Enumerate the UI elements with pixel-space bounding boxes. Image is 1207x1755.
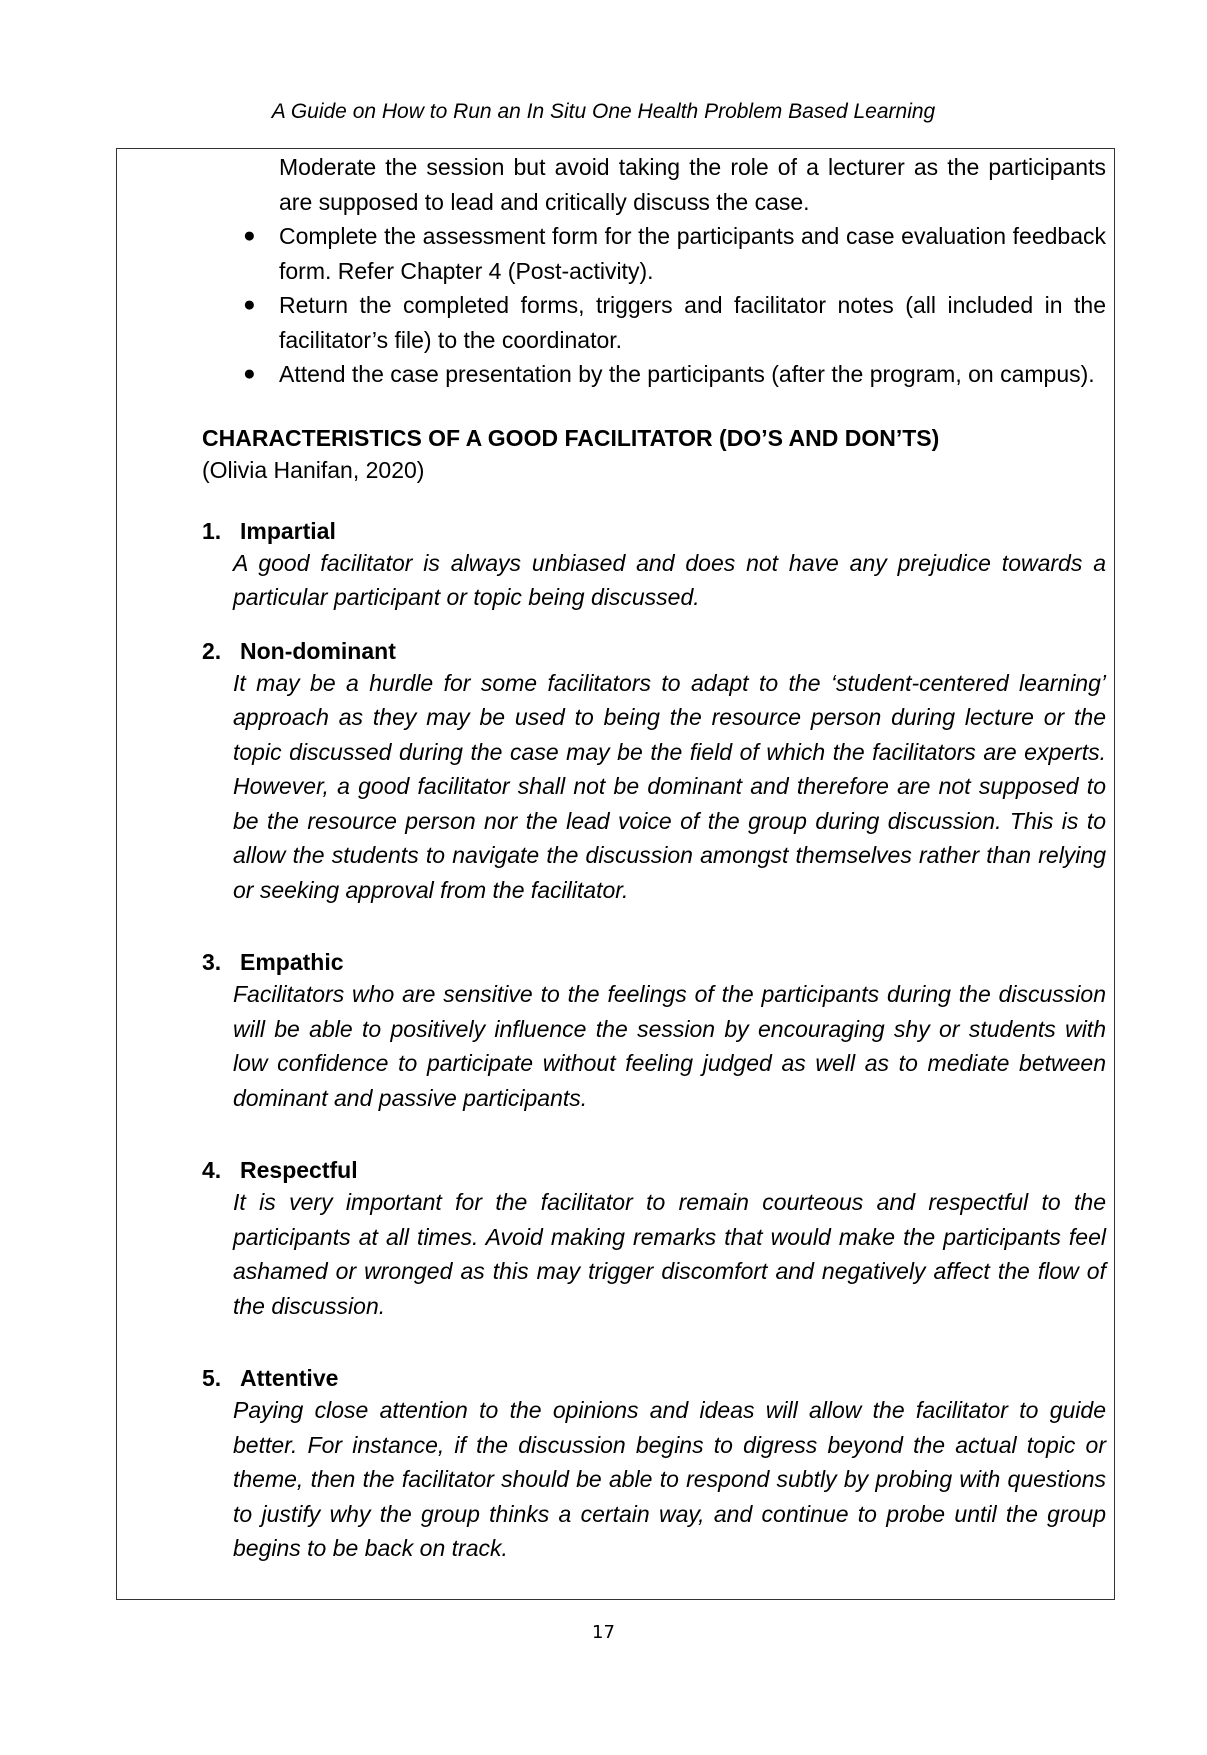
- duty-item: [202, 219, 1106, 288]
- facilitator-duties-list: [202, 150, 1106, 392]
- section-citation: (Olivia Hanifan, 2020): [202, 456, 425, 483]
- bullet-icon: ●: [243, 362, 256, 385]
- bullet-icon: ●: [243, 224, 256, 247]
- characteristic-title: Non-dominant: [240, 637, 396, 664]
- duty-text: Complete the assessment form for the participants and case evaluation feedback form. Refer Chapter 4 (Post-activity).: [279, 223, 1106, 284]
- duty-item: [202, 150, 1106, 219]
- characteristic-number: 5.: [202, 1365, 222, 1391]
- characteristic-description: It may be a hurdle for some facilitators to adapt to the ‘student-centered learning’ approach as they may be used to being the resource person during lecture or the topic discussed during the case may be the field of which the facilitators are experts. However, a good facilitator shall not be dominant and therefore are not supposed to be the resource person nor the lead voice of the group during discussion. This is to allow the students to navigate the discussion amongst themselves rather than relying or seeking approval from the facilitator.: [233, 669, 1106, 903]
- characteristic-description: It is very important for the facilitator to remain courteous and respectful to the participants at all times. Avoid making remarks that would make the participants feel ashamed or wronged as this may trigger discomfort and negatively affect the flow of the discussion.: [233, 1189, 1106, 1319]
- characteristic-empathic: [202, 947, 1106, 1115]
- page-number: 17: [592, 1622, 615, 1643]
- section-title: CHARACTERISTICS OF A GOOD FACILITATOR (DO’S AND DON’TS): [202, 424, 940, 451]
- duty-item: [202, 357, 1106, 392]
- characteristic-title: Attentive: [240, 1365, 339, 1391]
- duty-text: Attend the case presentation by the participants (after the program, on campus).: [279, 361, 1095, 387]
- characteristic-description: A good facilitator is always unbiased and does not have any prejudice towards a particular participant or topic being discussed.: [233, 549, 1106, 610]
- characteristic-non-dominant: [202, 636, 1106, 908]
- characteristic-number: 2.: [202, 637, 222, 664]
- characteristic-number: 3.: [202, 949, 222, 975]
- characteristic-impartial: [202, 516, 1106, 615]
- characteristic-attentive: [202, 1363, 1106, 1566]
- characteristic-respectful: [202, 1155, 1106, 1323]
- characteristic-title: Empathic: [240, 949, 344, 975]
- duty-text: Return the completed forms, triggers and facilitator notes (all included in the facilitator’s file) to the coordinator.: [279, 292, 1106, 353]
- running-header: A Guide on How to Run an In Situ One Health Problem Based Learning: [271, 100, 936, 123]
- bullet-icon: ●: [243, 293, 256, 316]
- duty-text: Moderate the session but avoid taking the role of a lecturer as the participants are supposed to lead and critically discuss the case.: [279, 154, 1106, 215]
- duty-item: [202, 288, 1106, 357]
- content-body: [202, 150, 1106, 1566]
- characteristic-number: 4.: [202, 1157, 222, 1183]
- characteristic-title: Respectful: [240, 1157, 358, 1183]
- characteristic-number: 1.: [202, 517, 222, 544]
- characteristic-title: Impartial: [240, 517, 336, 544]
- characteristic-description: Paying close attention to the opinions and ideas will allow the facilitator to guide better. For instance, if the discussion begins to digress beyond the actual topic or theme, then the facilitator should be able to respond subtly by probing with questions to justify why the group thinks a certain way, and continue to probe until the group begins to be back on track.: [233, 1397, 1106, 1561]
- characteristic-description: Facilitators who are sensitive to the feelings of the participants during the discussion will be able to positively influence the session by encouraging shy or students with low confidence to participate without feeling judged as well as to mediate between dominant and passive participants.: [233, 981, 1106, 1111]
